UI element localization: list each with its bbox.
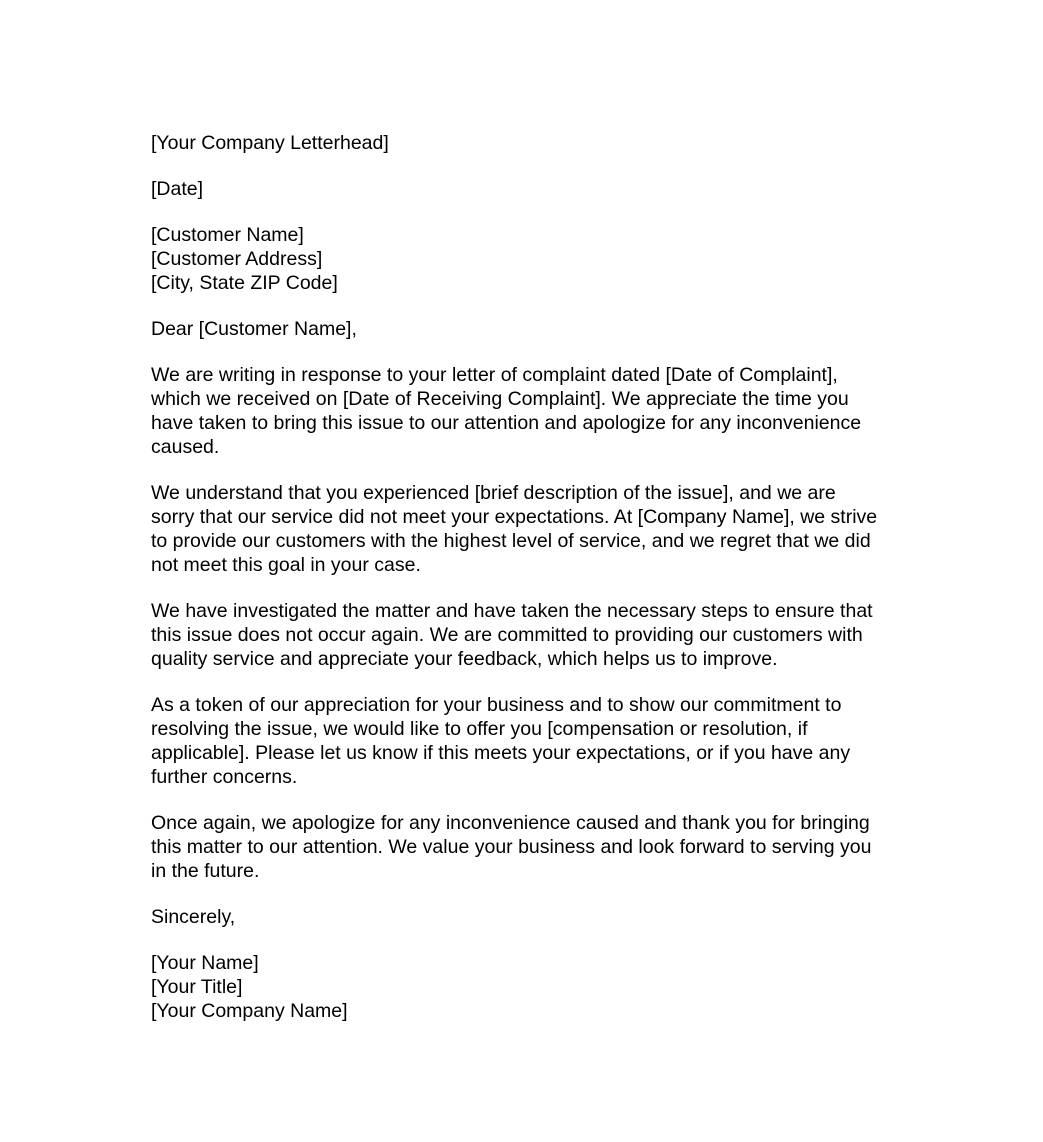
- paragraph-text: We understand that you experienced [brief description of the issue], and we are sorry that our service did not meet your expectations. At [Company Name], we strive to provide our customers with the highest level of service, and we regret that we did not meet this goal in your case.: [151, 482, 878, 576]
- paragraph-text: As a token of our appreciation for your business and to show our commitment to resolving the issue, we would like to offer you [compensation or resolution, if applicable]. Please let us know if this meets your expectations, or if you have any further concerns.: [151, 694, 851, 788]
- signer-title: [Your Title]: [151, 976, 243, 998]
- date-text: [Date]: [151, 178, 204, 200]
- recipient-address: [Customer Address]: [151, 248, 323, 270]
- recipient-address-block: [151, 223, 883, 295]
- recipient-city-state-zip: [City, State ZIP Code]: [151, 272, 338, 294]
- closing-block: [151, 905, 883, 929]
- letterhead-block: [151, 131, 883, 155]
- recipient-name: [Customer Name]: [151, 224, 304, 246]
- salutation-text: Dear [Customer Name],: [151, 318, 357, 340]
- closing-text: Sincerely,: [151, 906, 236, 928]
- paragraph-text: Once again, we apologize for any inconvenience caused and thank you for bringing this matter to our attention. We value your business and look forward to serving you in the future.: [151, 812, 872, 882]
- letterhead-text: [Your Company Letterhead]: [151, 132, 389, 154]
- salutation-block: [151, 317, 883, 341]
- paragraph-text: We are writing in response to your letter of complaint dated [Date of Complaint], which we received on [Date of Receiving Complaint]. We appreciate the time you have taken to bring this issue to our attention and apologize for any inconvenience caused.: [151, 364, 862, 458]
- letter-content: [151, 131, 883, 1023]
- date-block: [151, 177, 883, 201]
- paragraph-text: We have investigated the matter and have taken the necessary steps to ensure that this issue does not occur again. We are committed to providing our customers with quality service and appreciate your feedback, which helps us to improve.: [151, 600, 873, 670]
- signer-name: [Your Name]: [151, 952, 259, 974]
- body-paragraph-5: [151, 811, 883, 883]
- body-paragraph-1: [151, 363, 883, 459]
- body-paragraph-4: [151, 693, 883, 789]
- signature-block: [151, 951, 883, 1023]
- signer-company: [Your Company Name]: [151, 1000, 348, 1022]
- body-paragraph-3: [151, 599, 883, 671]
- body-paragraph-2: [151, 481, 883, 577]
